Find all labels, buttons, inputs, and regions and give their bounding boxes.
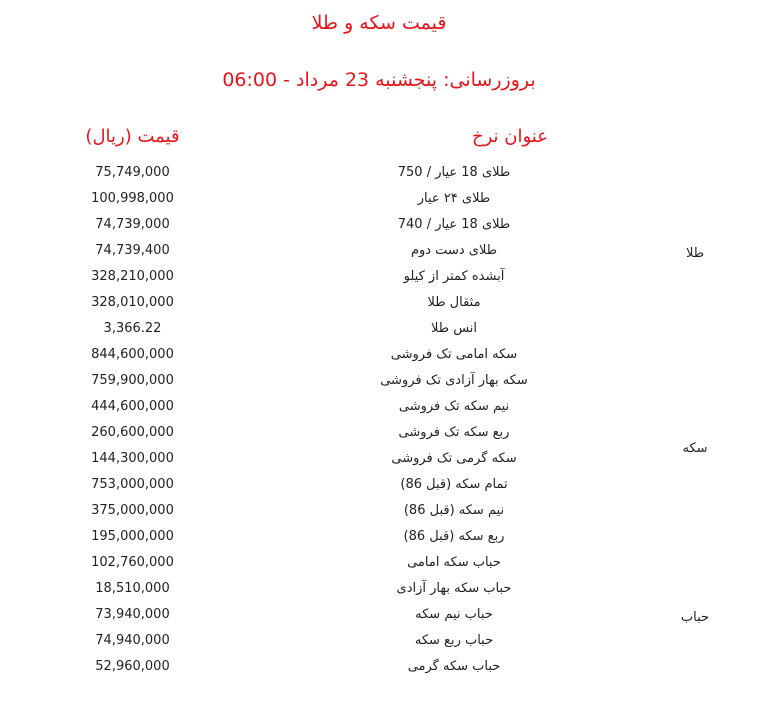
row-price: 759,900,000 (91, 373, 174, 388)
row-price: 3,366.22 (103, 321, 162, 336)
group-label-gold: طلا (685, 246, 705, 261)
row-name: سکه امامی تک فروشی (390, 347, 518, 362)
row-name: حباب سکه گرمی (407, 659, 501, 674)
row-name: طلای 18 عیار / 740 (397, 217, 511, 232)
row-price: 74,739,400 (95, 243, 170, 258)
table-row (0, 525, 758, 551)
row-name: ربع سکه تک فروشی (398, 425, 510, 440)
table-row (0, 187, 758, 213)
row-price: 328,010,000 (91, 295, 174, 310)
row-name: سکه گرمی تک فروشی (391, 451, 517, 466)
row-name: سکه بهار آزادی تک فروشی (380, 373, 528, 388)
row-name: حباب سکه بهار آزادی (396, 581, 512, 596)
table-row (0, 239, 758, 265)
table-row (0, 447, 758, 473)
row-price: 102,760,000 (91, 555, 174, 570)
row-price: 375,000,000 (91, 503, 174, 518)
group-label-bubble: حباب (680, 610, 710, 625)
row-price: 260,600,000 (91, 425, 174, 440)
row-name: تمام سکه (قبل 86) (400, 477, 508, 492)
row-name: آبشده کمتر از کیلو (403, 269, 505, 284)
table-row (0, 629, 758, 655)
update-timestamp: بروزرسانی: پنجشنبه 23 مرداد - 06:00 (222, 69, 536, 91)
row-name: انس طلا (430, 321, 478, 336)
row-name: نیم سکه تک فروشی (398, 399, 510, 414)
price-column-header: قیمت (ریال) (85, 126, 180, 147)
table-row (0, 213, 758, 239)
table-row (0, 291, 758, 317)
table-row (0, 317, 758, 343)
row-price: 18,510,000 (95, 581, 170, 596)
page-title: قیمت سکه و طلا (311, 12, 447, 34)
table-row (0, 655, 758, 681)
row-name: مثقال طلا (427, 295, 481, 310)
table-row (0, 343, 758, 369)
row-name: نیم سکه (قبل 86) (403, 503, 505, 518)
row-name: طلای 18 عیار / 750 (397, 165, 511, 180)
row-price: 74,739,000 (95, 217, 170, 232)
row-name: طلای ۲۴ عیار (417, 191, 491, 206)
price-table (0, 161, 758, 681)
table-row (0, 421, 758, 447)
row-price: 753,000,000 (91, 477, 174, 492)
row-price: 100,998,000 (91, 191, 174, 206)
row-price: 73,940,000 (95, 607, 170, 622)
row-name: حباب سکه امامی (407, 555, 501, 570)
table-row (0, 577, 758, 603)
row-price: 74,940,000 (95, 633, 170, 648)
row-price: 195,000,000 (91, 529, 174, 544)
table-row (0, 603, 758, 629)
table-row (0, 265, 758, 291)
row-name: حباب نیم سکه (415, 607, 493, 622)
row-name: طلای دست دوم (410, 243, 498, 258)
row-price: 144,300,000 (91, 451, 174, 466)
table-row (0, 369, 758, 395)
row-name: حباب ربع سکه (414, 633, 494, 648)
row-price: 444,600,000 (91, 399, 174, 414)
table-row (0, 395, 758, 421)
row-price: 52,960,000 (95, 659, 170, 674)
row-price: 328,210,000 (91, 269, 174, 284)
name-column-header: عنوان نرخ (472, 126, 548, 147)
row-price: 844,600,000 (91, 347, 174, 362)
table-row (0, 161, 758, 187)
table-row (0, 499, 758, 525)
row-price: 75,749,000 (95, 165, 170, 180)
group-label-coin: سکه (682, 441, 708, 456)
table-row (0, 551, 758, 577)
row-name: ربع سکه (قبل 86) (403, 529, 505, 544)
table-row (0, 473, 758, 499)
